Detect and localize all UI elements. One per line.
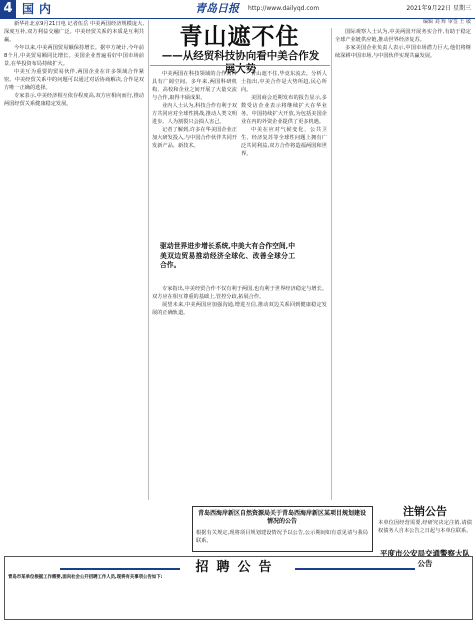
article-headline: 青山遮不住 xyxy=(179,23,300,50)
page-number: 4 xyxy=(0,0,16,18)
article-column-5 xyxy=(335,28,471,500)
paragraph: 中美在应对气候变化、公共卫生、经济复苏等全球性问题上拥有广泛共同利益,双方合作将造福两国和世界。 xyxy=(241,127,327,157)
column-divider xyxy=(148,20,149,500)
page-header-bar xyxy=(0,0,475,19)
paragraph: 中美两国在科技领域的合作同样具有广阔空间。多年来,两国科研机构、高校和企业之间开展了大量交流与合作,取得丰硕成果。 xyxy=(152,71,237,101)
recruitment-title: 招聘公告 xyxy=(195,560,280,575)
article-column-3 xyxy=(241,70,327,235)
article-column-4 xyxy=(152,285,327,500)
recruitment-rule-right xyxy=(295,568,415,570)
cancellation-notice-body: 本单位因经营需要,经研究决定注销,请债权债务人自本公告之日起与本单位联系。 xyxy=(378,520,472,534)
paragraph: 青山遮不住,毕竟东流去。分析人士指出,中美合作是大势所趋,民心所向。 xyxy=(241,71,327,93)
paragraph: 多家美国企业负责人表示,中国市场潜力巨大,他们将继续深耕中国市场,与中国伙伴实现共赢发展。 xyxy=(335,45,471,59)
traffic-police-notice-title: 平度市公安局交通警察大队公告 xyxy=(380,549,470,568)
headline-rule xyxy=(150,65,330,66)
cancellation-notice-title: 注销公告 xyxy=(403,505,447,518)
paragraph: 业内人士认为,科技合作有利于双方共同应对全球性挑战,推动人类文明进步。人为割裂只会损人害己。 xyxy=(152,103,237,125)
article-column-1 xyxy=(4,20,144,500)
masthead-logo: 青岛日报 xyxy=(195,2,239,15)
article-column-2 xyxy=(152,70,237,235)
paragraph: 专家表示,中美经济相互依存程度高,双方应相向而行,推动两国经贸关系健康稳定发展。 xyxy=(4,93,144,107)
paragraph: 今年以来,中美两国贸易额保持增长。据中方统计,今年前8个月,中美贸易额同比增长。美国企业普遍看好中国市场前景,在华投资布局持续扩大。 xyxy=(4,45,144,67)
paragraph: 展望未来,中美两国应加强沟通,增进互信,推动双边关系回到健康稳定发展的正确轨道。 xyxy=(152,302,327,316)
date-line: 2021年9月22日 星期三 xyxy=(406,5,471,12)
notice-title: 青岛西海岸新区自然资源局关于青岛西海岸新区某项目规划建设情况的公告 xyxy=(197,510,366,525)
article-subheadline: ——从经贸科技协向看中美合作发展大势 xyxy=(161,50,320,75)
paragraph: 新华社北京9月21日电 记者伍岳 中美两国经济规模庞大,深度互补,双方利益交融广泛。中美经贸关系的本质是互利共赢。 xyxy=(4,21,144,43)
paragraph: 记者了解到,许多在华美国企业正加大研发投入,与中国合作伙伴共同开发新产品、新技术。 xyxy=(152,127,237,149)
section-name: 国内 xyxy=(22,2,57,16)
notice-body: 根据有关规定,现将项目规划建设情况予以公告,公示期间如有意见请与我局联系。 xyxy=(196,530,368,544)
paragraph: 中美互为重要的贸易伙伴,两国企业在许多领域合作紧密。中美经贸关系中的问题可以通过对话协商解决,合作是双方唯一正确的选择。 xyxy=(4,69,144,91)
recruitment-intro: 青岛市某单位根据工作需要,面向社会公开招聘工作人员,现将有关事项公告如下: xyxy=(8,575,163,580)
paragraph: 国际观察人士认为,中美两国开展务实合作,有助于稳定全球产业链供应链,推动世界经济复苏。 xyxy=(335,29,471,43)
planning-notice-box xyxy=(192,506,373,552)
editor-credits: 编辑 刘 辉 审签 王 敏 xyxy=(423,19,471,25)
column-divider xyxy=(331,28,332,500)
pull-quote: 驱动世界进步增长系统,中美大有合作空间,中美双边贸易推动经济全球化、改善全球分工合作。 xyxy=(160,242,295,269)
paragraph: 美国商会近期发布的报告显示,多数受访企业表示将继续扩大在华业务。中国持续扩大开放,为包括美国企业在内的外资企业提供了更多机遇。 xyxy=(241,95,327,125)
paragraph: 专家指出,中美经贸合作不仅有利于两国,也有利于世界经济稳定与增长。双方应在相互尊重的基础上,管控分歧,拓展合作。 xyxy=(152,286,327,300)
site-url[interactable]: http://www.dailyqd.com xyxy=(248,5,320,12)
